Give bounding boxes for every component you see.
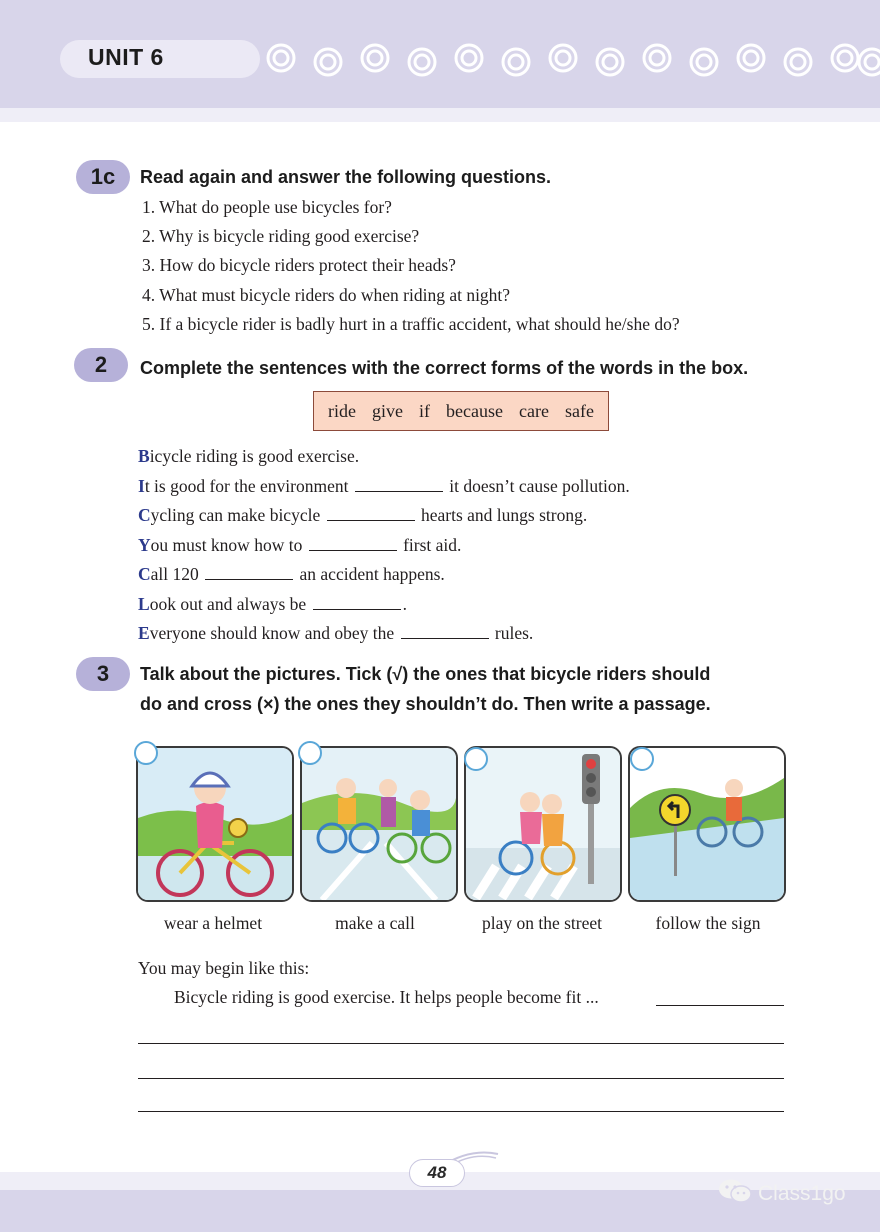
exercise-3-badge: 3 <box>76 657 130 691</box>
sentence-text: ycling can make bicycle <box>150 505 321 525</box>
exercise-2-instruction: Complete the sentences with the correct forms of the words in the box. <box>140 358 749 378</box>
sentence-text-after: . <box>402 594 407 614</box>
exercise-1c-instruction: Read again and answer the following questions. <box>140 167 552 187</box>
caption-make-call: make a call <box>335 913 415 933</box>
question-3: 3. How do bicycle riders protect their heads? <box>142 255 456 275</box>
answer-blank[interactable] <box>327 505 415 521</box>
writing-blank[interactable] <box>656 1005 784 1006</box>
header-stripe <box>0 108 880 122</box>
tick-circle-1[interactable] <box>134 741 158 765</box>
sentence-text: ook out and always be <box>149 594 307 614</box>
sentence-initial: E <box>138 623 150 643</box>
answer-blank[interactable] <box>401 623 489 639</box>
sentence-text-after: first aid. <box>403 535 462 555</box>
sentence-text: icycle riding is good exercise. <box>149 446 360 466</box>
sentence-text: veryone should know and obey the <box>149 623 395 643</box>
sentence-1 <box>138 445 359 467</box>
word-safe: safe <box>565 400 594 421</box>
sentence-initial: L <box>138 594 150 614</box>
sentence-2 <box>138 475 630 497</box>
begin-label: You may begin like this: <box>138 958 310 978</box>
picture-make-call <box>300 746 458 902</box>
word-ride: ride <box>328 400 356 421</box>
picture-wear-helmet <box>136 746 294 902</box>
tick-circle-2[interactable] <box>298 741 322 765</box>
sentence-text: t is good for the environment <box>144 476 349 496</box>
caption-follow-sign: follow the sign <box>655 913 761 933</box>
caption-play-street: play on the street <box>481 913 603 933</box>
sentence-4 <box>138 534 461 556</box>
word-give: give <box>372 400 403 421</box>
question-4: 4. What must bicycle riders do when riding at night? <box>142 285 511 305</box>
answer-blank[interactable] <box>313 594 401 610</box>
sentence-6 <box>138 593 407 615</box>
sentence-5 <box>138 563 445 585</box>
word-care: care <box>519 400 549 421</box>
sentence-text-after: it doesn’t cause pollution. <box>449 476 630 496</box>
watermark <box>718 1178 846 1210</box>
picture-follow-sign <box>628 746 786 902</box>
writing-line-1[interactable] <box>138 1043 784 1044</box>
sentence-initial: C <box>138 505 151 525</box>
sentence-text-after: hearts and lungs strong. <box>420 505 588 525</box>
decorative-rings <box>262 38 880 82</box>
tick-circle-3[interactable] <box>464 747 488 771</box>
question-2: 2. Why is bicycle riding good exercise? <box>142 226 420 246</box>
exercise-2-badge: 2 <box>74 348 128 382</box>
word-box <box>313 391 609 431</box>
answer-blank[interactable] <box>309 535 397 551</box>
sentence-initial: Y <box>138 535 151 555</box>
caption-wear-helmet: wear a helmet <box>163 913 263 933</box>
sentence-text-after: rules. <box>494 623 534 643</box>
sentence-text: all 120 <box>150 564 199 584</box>
exercise-3-instruction-line1: Talk about the pictures. Tick (√) the ones that bicycle riders should <box>140 664 711 684</box>
exercise-1c-badge: 1c <box>76 160 130 194</box>
page-number: 48 <box>409 1159 465 1187</box>
word-because: because <box>446 400 503 421</box>
question-5: 5. If a bicycle rider is badly hurt in a traffic accident, what should he/she do? <box>142 314 680 334</box>
sentence-7 <box>138 622 533 644</box>
wechat-icon <box>718 1178 752 1210</box>
writing-line-2[interactable] <box>138 1078 784 1079</box>
tick-circle-4[interactable] <box>630 747 654 771</box>
watermark-text: Class1go <box>758 1182 846 1205</box>
exercise-3-instruction-line2: do and cross (×) the ones they shouldn’t do. Then write a passage. <box>140 694 711 714</box>
sentence-3 <box>138 504 587 526</box>
sentence-initial: C <box>138 564 151 584</box>
sentence-initial: I <box>138 476 145 496</box>
sentence-text: ou must know how to <box>150 535 303 555</box>
writing-line-3[interactable] <box>138 1111 784 1112</box>
sentence-initial: B <box>138 446 150 466</box>
begin-text: Bicycle riding is good exercise. It helps people become fit ... <box>174 987 599 1007</box>
picture-play-street <box>464 746 622 902</box>
unit-label: UNIT 6 <box>88 44 164 70</box>
answer-blank[interactable] <box>355 476 443 492</box>
sentence-text-after: an accident happens. <box>299 564 445 584</box>
answer-blank[interactable] <box>205 564 293 580</box>
word-if: if <box>419 400 431 421</box>
question-1: 1. What do people use bicycles for? <box>142 197 392 217</box>
